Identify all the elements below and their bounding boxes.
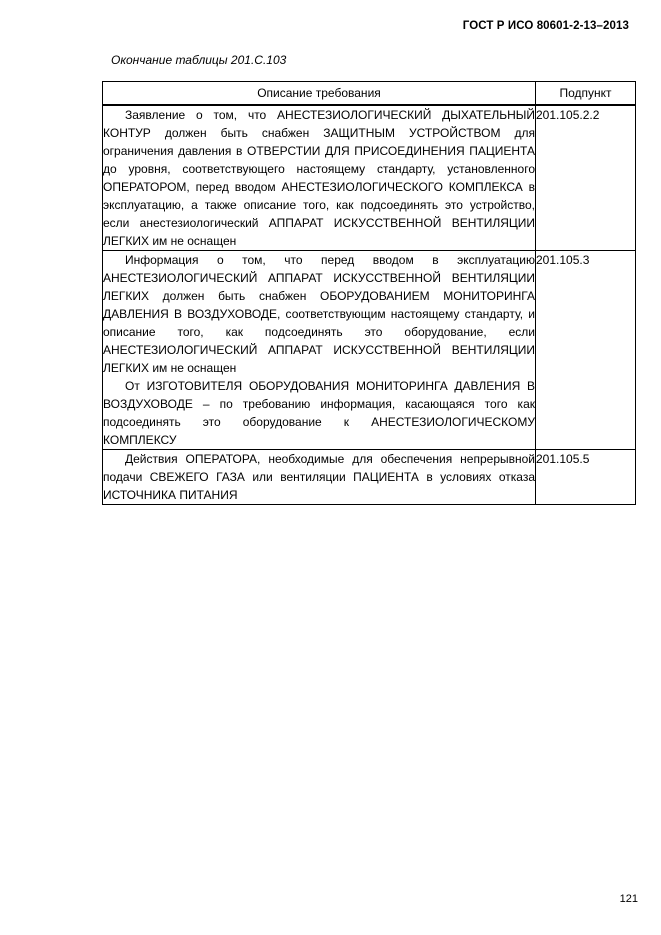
- column-header-subclause: Подпункт: [536, 82, 636, 106]
- table-header-row: [103, 82, 636, 106]
- column-header-description: Описание требования: [103, 82, 536, 106]
- table-caption: Окончание таблицы 201.С.103: [111, 53, 287, 67]
- table-row: [103, 450, 636, 505]
- subclause-reference: 201.105.2.2: [536, 105, 636, 251]
- requirement-description: [103, 251, 536, 450]
- table-row: [103, 105, 636, 251]
- description-paragraph: Информация о том, что перед вводом в эксплуатацию АНЕСТЕЗИОЛОГИЧЕСКИЙ АППАРАТ ИСКУССТВЕННОЙ ВЕНТИЛЯЦИИ ЛЕГКИХ должен быть снабжен ОБОРУДОВАНИЕМ МОНИТОРИНГА ДАВЛЕНИЯ В ВОЗДУХОВОДЕ, соответствующим настоящему стандарту, и описание того, как подсоединять это оборудование, если АНЕСТЕЗИОЛОГИЧЕСКИЙ АППАРАТ ИСКУССТВЕННОЙ ВЕНТИЛЯЦИИ ЛЕГКИХ им не оснащен: [103, 253, 535, 375]
- requirement-description: [103, 450, 536, 505]
- requirement-description: [103, 105, 536, 251]
- description-paragraph: Заявление о том, что АНЕСТЕЗИОЛОГИЧЕСКИЙ ДЫХАТЕЛЬНЫЙ КОНТУР должен быть снабжен ЗАЩИТНЫМ УСТРОЙСТВОМ для ограничения давления в ОТВЕРСТИИ ДЛЯ ПРИСОЕДИНЕНИЯ ПАЦИЕНТА до уровня, соответствующего настоящему стандарту, установленного ОПЕРАТОРОМ, перед вводом АНЕСТЕЗИОЛОГИЧЕСКОГО КОМПЛЕКСА в эксплуатацию, а также описание того, как подсоединять это устройство, если анестезиологический АППАРАТ ИСКУССТВЕННОЙ ВЕНТИЛЯЦИИ ЛЕГКИХ им не оснащен: [103, 108, 535, 248]
- description-paragraph: Действия ОПЕРАТОРА, необходимые для обеспечения непрерывной подачи СВЕЖЕГО ГАЗА или вентиляции ПАЦИЕНТА в условиях отказа ИСТОЧНИКА ПИТАНИЯ: [103, 452, 535, 502]
- subclause-reference: 201.105.5: [536, 450, 636, 505]
- document-header: ГОСТ Р ИСО 80601-2-13–2013: [462, 20, 629, 32]
- subclause-reference: 201.105.3: [536, 251, 636, 450]
- requirements-table: [102, 81, 636, 505]
- page-number: 121: [619, 893, 638, 905]
- table-row: [103, 251, 636, 450]
- description-paragraph: От ИЗГОТОВИТЕЛЯ ОБОРУДОВАНИЯ МОНИТОРИНГА ДАВЛЕНИЯ В ВОЗДУХОВОДЕ – по требованию информация, касающаяся того как подсоединять это оборудование к АНЕСТЕЗИОЛОГИЧЕСКОМУ КОМПЛЕКСУ: [103, 379, 535, 447]
